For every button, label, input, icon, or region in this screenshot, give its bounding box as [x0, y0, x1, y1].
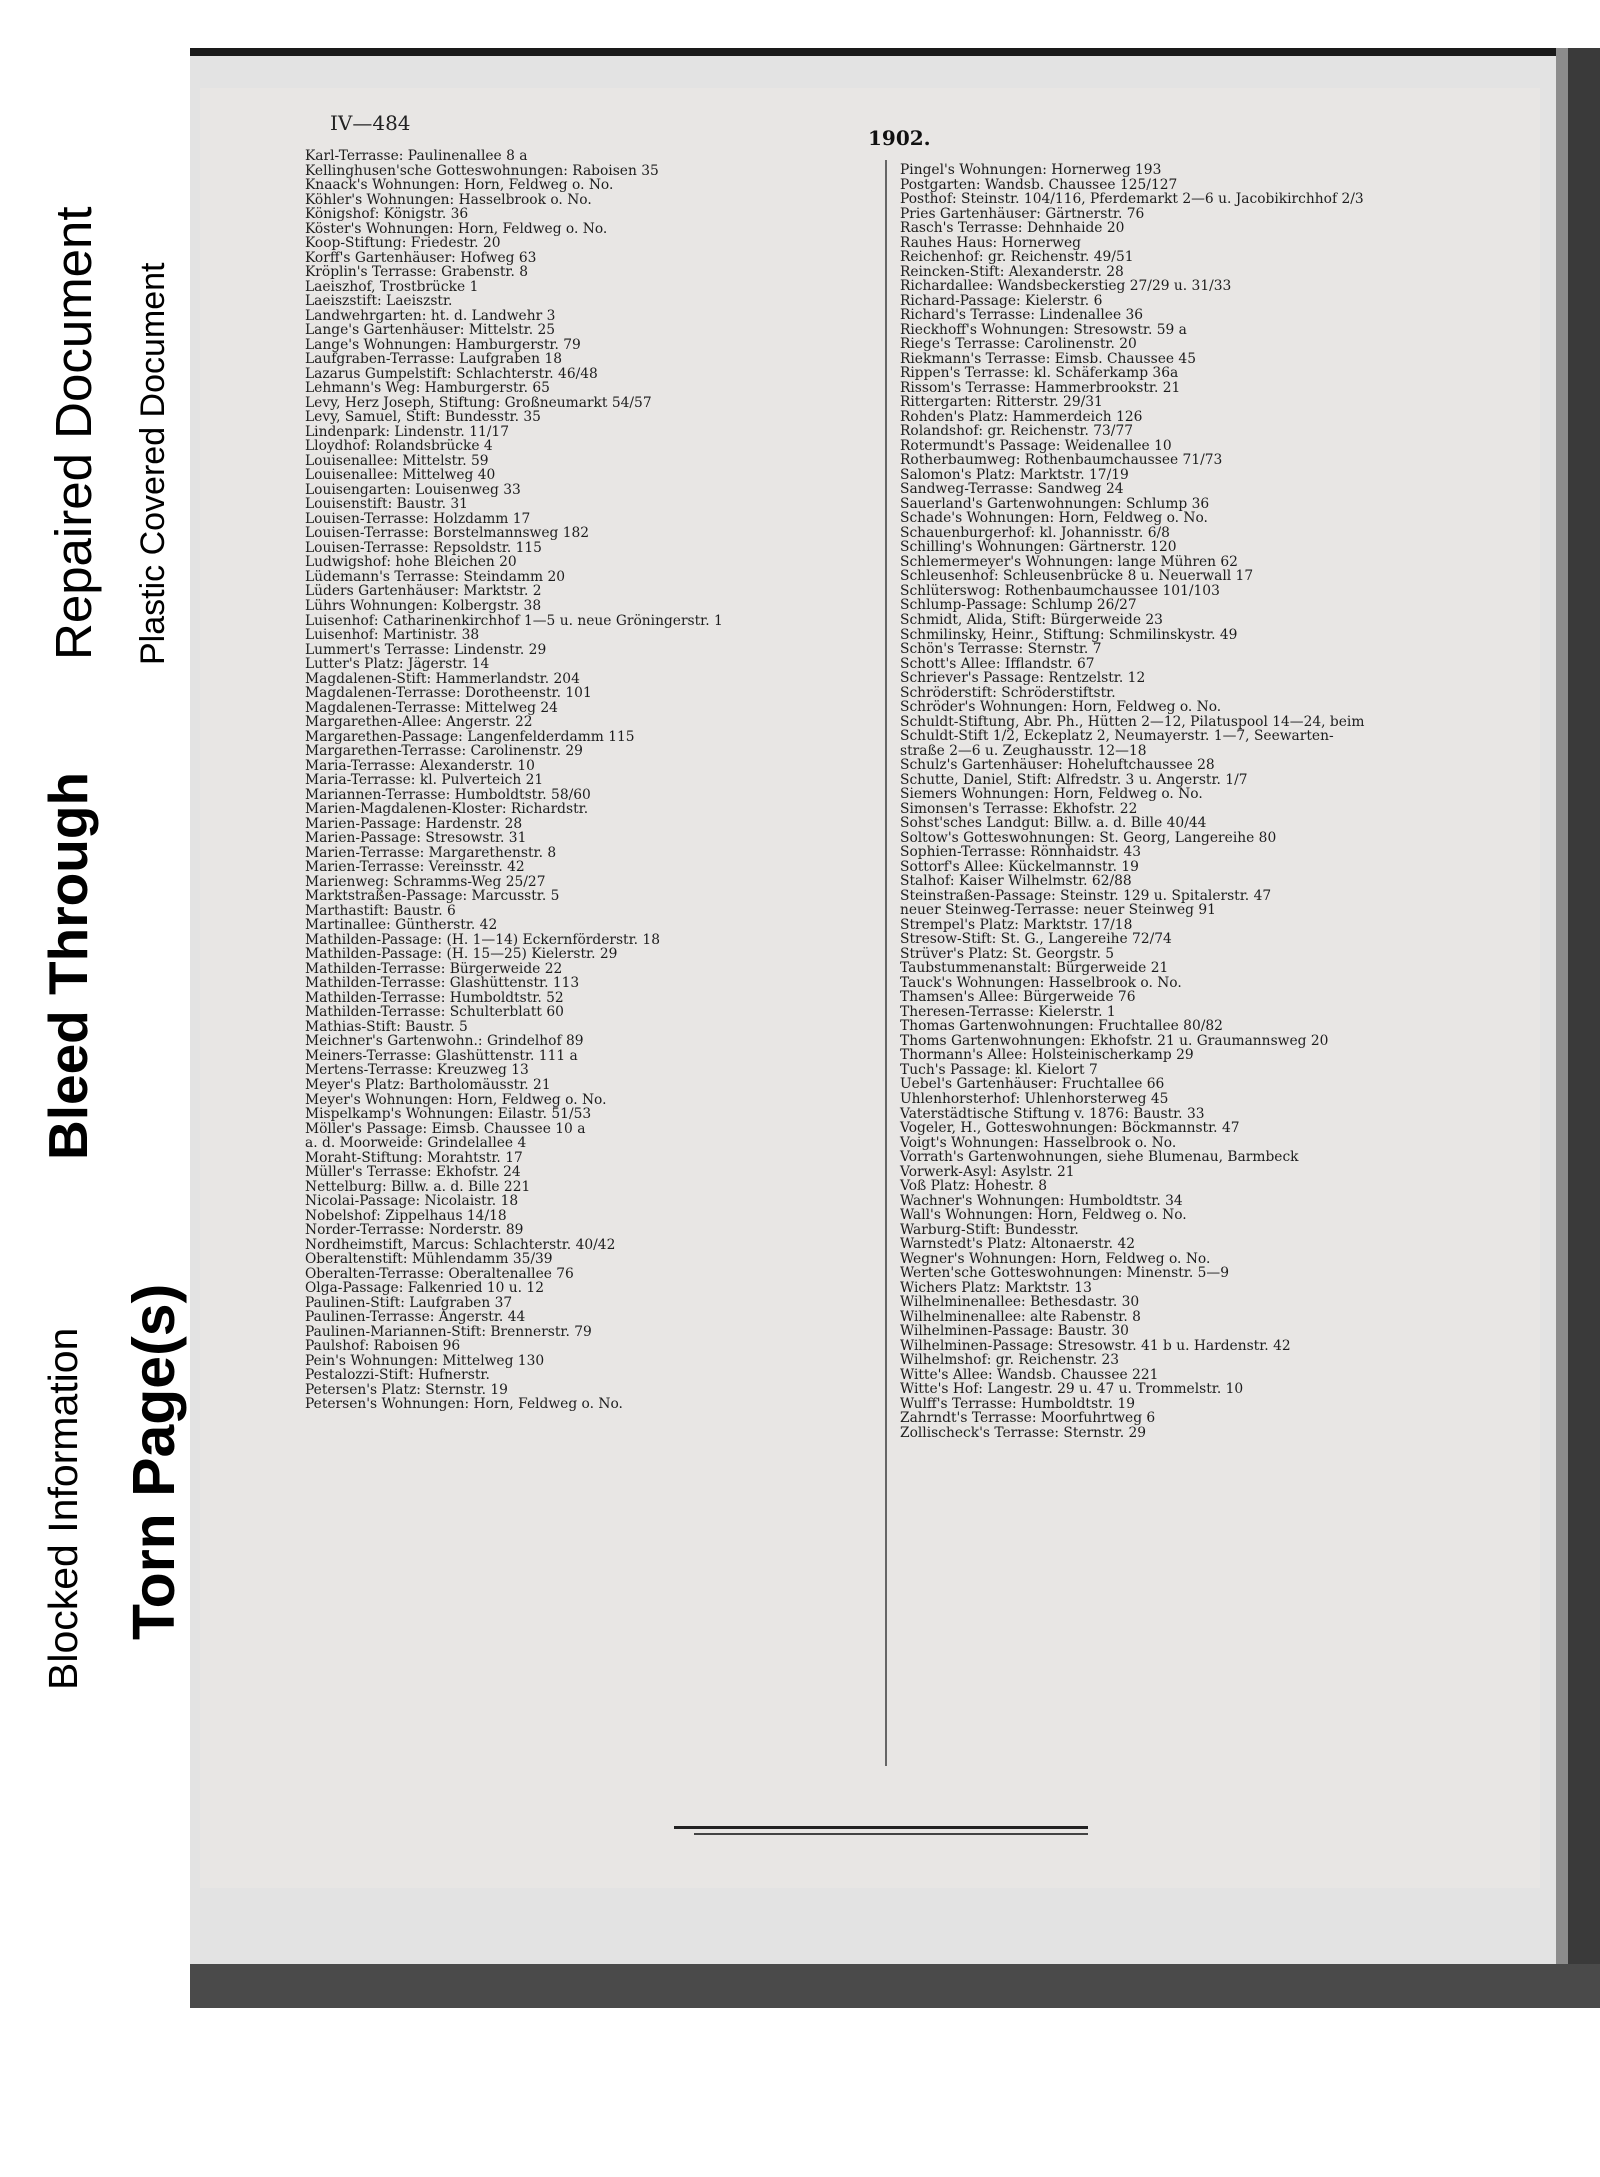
watermark-blocked-information: Blocked Information	[40, 1327, 86, 1690]
directory-entry: Marthastift: Baustr. 6	[305, 902, 456, 919]
directory-entry: Richard-Passage: Kielerstr. 6	[900, 292, 1103, 309]
directory-entry: Lührs Wohnungen: Kolbergstr. 38	[305, 597, 542, 614]
directory-entry: Werten'sche Gotteswohnungen: Minenstr. 5—9	[900, 1265, 1229, 1282]
directory-entry: Pingel's Wohnungen: Hornerweg 193	[900, 162, 1162, 178]
directory-entry: Schön's Terrasse: Sternstr. 7	[900, 641, 1102, 658]
directory-entry: Zollischeck's Terrasse: Sternstr. 29	[900, 1424, 1147, 1441]
directory-entry: Wichers Platz: Marktstr. 13	[900, 1279, 1092, 1296]
directory-entry: Sandweg-Terrasse: Sandweg 24	[900, 481, 1124, 498]
end-rule-secondary	[694, 1833, 1088, 1835]
scan-page-edge	[1556, 48, 1568, 2008]
directory-entry: Kröplin's Terrasse: Grabenstr. 8	[305, 264, 529, 281]
directory-entry: Petersen's Wohnungen: Horn, Feldweg o. No.	[305, 1396, 623, 1413]
directory-entry: Strempel's Platz: Marktstr. 17/18	[900, 916, 1133, 933]
directory-entry: Margarethen-Allee: Angerstr. 22	[305, 714, 533, 731]
directory-entry: Marien-Terrasse: Margarethenstr. 8	[305, 844, 557, 861]
directory-entry: Riekmann's Terrasse: Eimsb. Chaussee 45	[900, 350, 1196, 367]
column-divider	[885, 160, 887, 1766]
directory-entry: Thamsen's Allee: Bürgerweide 76	[900, 989, 1136, 1006]
directory-entry: Schutte, Daniel, Stift: Alfredstr. 3 u. Angerstr. 1/7	[900, 771, 1248, 788]
directory-entry: straße 2—6 u. Zeughausstr. 12—18	[900, 742, 1147, 759]
directory-entry: Nordheimstift, Marcus: Schlachterstr. 40/42	[305, 1236, 616, 1253]
directory-entry: Siemers Wohnungen: Horn, Feldweg o. No.	[900, 786, 1203, 803]
watermark-plastic-covered-document: Plastic Covered Document	[134, 262, 172, 665]
directory-entry: Oberaltenstift: Mühlendamm 35/39	[305, 1251, 553, 1268]
directory-entry: Schott's Allee: Ifflandstr. 67	[900, 655, 1095, 672]
right-column-entries	[900, 163, 1364, 1440]
directory-entry: Lange's Gartenhäuser: Mittelstr. 25	[305, 322, 556, 339]
directory-entry: Rieckhoff's Wohnungen: Stresowstr. 59 a	[900, 321, 1187, 338]
directory-entry: Thomas Gartenwohnungen: Fruchtallee 80/82	[900, 1018, 1223, 1035]
directory-entry: Sauerland's Gartenwohnungen: Schlump 36	[900, 495, 1210, 512]
directory-entry: Stalhof: Kaiser Wilhelmstr. 62/88	[900, 873, 1132, 890]
directory-entry: Mathilden-Terrasse: Schulterblatt 60	[305, 1004, 564, 1021]
directory-entry: Schlüterswog: Rothenbaumchaussee 101/103	[900, 582, 1220, 599]
directory-entry: Marien-Passage: Hardenstr. 28	[305, 815, 523, 832]
directory-entry: Schröderstift: Schröderstiftstr.	[900, 684, 1116, 701]
directory-entry: neuer Steinweg-Terrasse: neuer Steinweg 91	[900, 902, 1216, 919]
directory-entry: Marien-Terrasse: Vereinsstr. 42	[305, 859, 525, 876]
directory-entry: Paulshof: Raboisen 96	[305, 1338, 461, 1355]
directory-entry: Schade's Wohnungen: Horn, Feldweg o. No.	[900, 510, 1208, 527]
directory-entry: Mathilden-Passage: (H. 1—14) Eckernförderstr. 18	[305, 931, 660, 948]
directory-entry: Mathilden-Terrasse: Humboldtstr. 52	[305, 989, 564, 1006]
directory-entry: Meyer's Platz: Bartholomäusstr. 21	[305, 1077, 551, 1093]
directory-entry: Margarethen-Terrasse: Carolinenstr. 29	[305, 743, 583, 760]
watermark-bleed-through: Bleed Through	[37, 771, 99, 1160]
directory-entry: Wall's Wohnungen: Horn, Feldweg o. No.	[900, 1207, 1187, 1224]
directory-entry: Sottorf's Allee: Kückelmannstr. 19	[900, 858, 1139, 875]
directory-entry: Louisenallee: Mittelweg 40	[305, 467, 496, 484]
directory-entry: Paulinen-Mariannen-Stift: Brennerstr. 79	[305, 1323, 592, 1340]
directory-entry: Paulinen-Stift: Laufgraben 37	[305, 1294, 513, 1311]
directory-entry: Rotherbaumweg: Rothenbaumchaussee 71/73	[900, 452, 1223, 469]
directory-entry: Richard's Terrasse: Lindenallee 36	[900, 307, 1144, 324]
directory-entry: Thormann's Allee: Holsteinischerkamp 29	[900, 1047, 1194, 1064]
directory-entry: Rotermundt's Passage: Weidenallee 10	[900, 437, 1172, 454]
directory-entry: Wachner's Wohnungen: Humboldtstr. 34	[900, 1192, 1183, 1209]
directory-entry: Köster's Wohnungen: Horn, Feldweg o. No.	[305, 220, 608, 237]
directory-entry: Köhler's Wohnungen: Hasselbrook o. No.	[305, 191, 592, 208]
directory-entry: Louisen-Terrasse: Repsoldstr. 115	[305, 539, 542, 556]
scan-right-shadow	[1568, 48, 1600, 2008]
directory-entry: Rissom's Terrasse: Hammerbrookstr. 21	[900, 379, 1181, 396]
directory-entry: Martinallee: Güntherstr. 42	[305, 917, 498, 934]
directory-entry: Lloydhof: Rolandsbrücke 4	[305, 438, 493, 455]
page-number: IV—484	[330, 111, 411, 135]
directory-entry: Magdalenen-Terrasse: Mittelweg 24	[305, 699, 558, 716]
directory-entry: Rasch's Terrasse: Dehnhaide 20	[900, 220, 1125, 237]
directory-entry: Rittergarten: Ritterstr. 29/31	[900, 394, 1103, 411]
directory-entry: Marien-Magdalenen-Kloster: Richardstr.	[305, 801, 589, 818]
directory-entry: Vorrath's Gartenwohnungen, siehe Blumenau, Barmbeck	[900, 1149, 1299, 1166]
end-rule	[674, 1826, 1088, 1829]
directory-entry: Lange's Wohnungen: Hamburgerstr. 79	[305, 336, 581, 353]
watermark-repaired-document: Repaired Document	[45, 206, 102, 660]
directory-entry: Voigt's Wohnungen: Hasselbrook o. No.	[900, 1134, 1177, 1151]
directory-entry: Mispelkamp's Wohnungen: Eilastr. 51/53	[305, 1106, 592, 1123]
directory-entry: Landwehrgarten: ht. d. Landwehr 3	[305, 307, 556, 324]
directory-entry: Schuldt-Stiftung, Abr. Ph., Hütten 2—12, Pilatuspool 14—24, beim	[900, 713, 1365, 730]
directory-entry: Uebel's Gartenhäuser: Fruchtallee 66	[900, 1076, 1165, 1093]
directory-entry: Nettelburg: Billw. a. d. Bille 221	[305, 1178, 531, 1195]
directory-entry: Reincken-Stift: Alexanderstr. 28	[900, 263, 1124, 280]
directory-entry: Schulz's Gartenhäuser: Hoheluftchaussee 28	[900, 757, 1215, 774]
directory-entry: Tauck's Wohnungen: Hasselbrook o. No.	[900, 974, 1182, 991]
directory-entry: Laeiszhof, Trostbrücke 1	[305, 278, 479, 295]
directory-entry: Mertens-Terrasse: Kreuzweg 13	[305, 1062, 529, 1079]
directory-entry: Pries Gartenhäuser: Gärtnerstr. 76	[900, 205, 1145, 222]
directory-entry: Luisenhof: Catharinenkirchhof 1—5 u. neue Gröningerstr. 1	[305, 612, 723, 629]
directory-entry: Schröder's Wohnungen: Horn, Feldweg o. No.	[900, 699, 1222, 716]
directory-entry: Norder-Terrasse: Norderstr. 89	[305, 1222, 524, 1239]
directory-entry: Voß Platz: Hohestr. 8	[900, 1178, 1048, 1195]
directory-entry: Mathilden-Terrasse: Glashüttenstr. 113	[305, 975, 580, 992]
directory-entry: Koop-Stiftung: Friedestr. 20	[305, 235, 501, 252]
directory-entry: Müller's Terrasse: Ekhofstr. 24	[305, 1164, 521, 1181]
directory-entry: Karl-Terrasse: Paulinenallee 8 a	[305, 148, 528, 164]
directory-entry: Moraht-Stiftung: Morahtstr. 17	[305, 1149, 523, 1166]
directory-entry: Lehmann's Weg: Hamburgerstr. 65	[305, 380, 550, 397]
directory-entry: Olga-Passage: Falkenried 10 u. 12	[305, 1280, 544, 1297]
directory-entry: Sohst'sches Landgut: Billw. a. d. Bille 40/44	[900, 815, 1207, 832]
directory-entry: Posthof: Steinstr. 104/116, Pferdemarkt 2—6 u. Jacobikirchhof 2/3	[900, 191, 1364, 208]
directory-entry: Stresow-Stift: St. G., Langereihe 72/74	[900, 931, 1172, 948]
directory-entry: Witte's Allee: Wandsb. Chaussee 221	[900, 1366, 1159, 1383]
directory-entry: Schlump-Passage: Schlump 26/27	[900, 597, 1137, 614]
directory-entry: Königshof: Königstr. 36	[305, 206, 469, 223]
directory-entry: Lindenpark: Lindenstr. 11/17	[305, 423, 509, 440]
page-year: 1902.	[868, 126, 931, 150]
directory-entry: Rauhes Haus: Hornerweg	[900, 234, 1081, 251]
directory-entry: Riege's Terrasse: Carolinenstr. 20	[900, 336, 1137, 353]
directory-entry: Oberalten-Terrasse: Oberaltenallee 76	[305, 1265, 574, 1282]
scan-top-shadow	[190, 48, 1600, 56]
directory-entry: Luisenhof: Martinistr. 38	[305, 627, 480, 644]
directory-entry: Tuch's Passage: kl. Kielort 7	[900, 1061, 1098, 1078]
directory-entry: Wilhelminenallee: alte Rabenstr. 8	[900, 1308, 1141, 1325]
directory-entry: Thoms Gartenwohnungen: Ekhofstr. 21 u. Graumannsweg 20	[900, 1032, 1329, 1049]
directory-entry: Nicolai-Passage: Nicolaistr. 18	[305, 1193, 519, 1210]
directory-entry: Zahrndt's Terrasse: Moorfuhrtweg 6	[900, 1410, 1156, 1427]
directory-entry: Vorwerk-Asyl: Asylstr. 21	[900, 1163, 1075, 1180]
directory-entry: Strüver's Platz: St. Georgstr. 5	[900, 945, 1114, 962]
directory-entry: Salomon's Platz: Marktstr. 17/19	[900, 466, 1129, 483]
directory-entry: Magdalenen-Stift: Hammerlandstr. 204	[305, 670, 580, 687]
directory-entry: Vaterstädtische Stiftung v. 1876: Baustr. 33	[900, 1105, 1205, 1122]
directory-entry: Marien-Passage: Stresowstr. 31	[305, 830, 527, 847]
directory-entry: Uhlenhorsterhof: Uhlenhorsterweg 45	[900, 1091, 1169, 1107]
directory-entry: Simonsen's Terrasse: Ekhofstr. 22	[900, 800, 1138, 817]
directory-entry: Levy, Samuel, Stift: Bundesstr. 35	[305, 409, 541, 426]
left-column-entries	[305, 149, 723, 1412]
directory-entry: Nobelshof: Zippelhaus 14/18	[305, 1207, 507, 1224]
directory-entry: Schleusenhof: Schleusenbrücke 8 u. Neuerwall 17	[900, 568, 1254, 585]
directory-entry: Louisenallee: Mittelstr. 59	[305, 452, 489, 469]
directory-entry: Schmilinsky, Heinr., Stiftung: Schmilinskystr. 49	[900, 626, 1238, 643]
directory-entry: Wilhelminenallee: Bethesdastr. 30	[900, 1294, 1140, 1311]
directory-entry: Soltow's Gotteswohnungen: St. Georg, Langereihe 80	[900, 829, 1277, 846]
directory-entry: Schuldt-Stift 1/2, Eckeplatz 2, Neumayerstr. 1—7, Seewarten-	[900, 728, 1334, 745]
directory-entry: Marktstraßen-Passage: Marcusstr. 5	[305, 888, 560, 905]
directory-entry: Steinstraßen-Passage: Steinstr. 129 u. Spitalerstr. 47	[900, 887, 1272, 904]
directory-entry: Mathilden-Passage: (H. 15—25) Kielerstr. 29	[305, 946, 618, 963]
directory-entry: Louisengarten: Louisenweg 33	[305, 481, 521, 498]
directory-entry: Lutter's Platz: Jägerstr. 14	[305, 656, 490, 673]
directory-entry: Postgarten: Wandsb. Chaussee 125/127	[900, 176, 1178, 193]
directory-entry: Laufgraben-Terrasse: Laufgraben 18	[305, 351, 563, 368]
watermark-torn-pages: Torn Page(s)	[121, 1283, 187, 1640]
directory-entry: Mariannen-Terrasse: Humboldtstr. 58/60	[305, 786, 591, 803]
directory-entry: Witte's Hof: Langestr. 29 u. 47 u. Trommelstr. 10	[900, 1381, 1244, 1398]
directory-entry: Vogeler, H., Gotteswohnungen: Böckmannstr. 47	[900, 1120, 1240, 1137]
directory-entry: Knaack's Wohnungen: Horn, Feldweg o. No.	[305, 177, 614, 194]
directory-entry: Margarethen-Passage: Langenfelderdamm 115	[305, 728, 635, 745]
directory-entry: Warburg-Stift: Bundesstr.	[900, 1221, 1079, 1238]
directory-entry: Wilhelmshof: gr. Reichenstr. 23	[900, 1352, 1120, 1369]
directory-entry: Lüders Gartenhäuser: Marktstr. 2	[305, 583, 542, 600]
directory-entry: Lummert's Terrasse: Lindenstr. 29	[305, 641, 547, 658]
directory-entry: Mathias-Stift: Baustr. 5	[305, 1018, 468, 1035]
directory-entry: Pestalozzi-Stift: Hufnerstr.	[305, 1367, 490, 1384]
directory-entry: Petersen's Platz: Sternstr. 19	[305, 1381, 508, 1398]
directory-entry: Reichenhof: gr. Reichenstr. 49/51	[900, 249, 1134, 266]
directory-entry: Laeiszstift: Laeiszstr.	[305, 293, 453, 310]
directory-entry: Korff's Gartenhäuser: Hofweg 63	[305, 249, 537, 266]
directory-entry: a. d. Moorweide: Grindelallee 4	[305, 1135, 527, 1152]
directory-entry: Kellinghusen'sche Gotteswohnungen: Raboisen 35	[305, 162, 659, 179]
directory-entry: Rohden's Platz: Hammerdeich 126	[900, 408, 1143, 425]
directory-entry: Schmidt, Alida, Stift: Bürgerweide 23	[900, 611, 1163, 628]
directory-entry: Paulinen-Terrasse: Angerstr. 44	[305, 1309, 526, 1326]
directory-entry: Levy, Herz Joseph, Stiftung: Großneumarkt 54/57	[305, 394, 652, 411]
directory-entry: Lazarus Gumpelstift: Schlachterstr. 46/48	[305, 365, 598, 382]
directory-entry: Wilhelminen-Passage: Stresowstr. 41 b u. Hardenstr. 42	[900, 1337, 1291, 1354]
directory-entry: Möller's Passage: Eimsb. Chaussee 10 a	[305, 1120, 586, 1137]
directory-entry: Sophien-Terrasse: Rönnhaidstr. 43	[900, 844, 1142, 861]
directory-entry: Meiners-Terrasse: Glashüttenstr. 111 a	[305, 1047, 578, 1064]
directory-entry: Wegner's Wohnungen: Horn, Feldweg o. No.	[900, 1250, 1211, 1267]
directory-entry: Rippen's Terrasse: kl. Schäferkamp 36a	[900, 365, 1179, 382]
directory-entry: Maria-Terrasse: Alexanderstr. 10	[305, 757, 535, 774]
scan-bottom-shadow	[190, 1964, 1600, 2008]
directory-entry: Wulff's Terrasse: Humboldtstr. 19	[900, 1395, 1136, 1412]
directory-entry: Meyer's Wohnungen: Horn, Feldweg o. No.	[305, 1091, 607, 1108]
directory-entry: Taubstummenanstalt: Bürgerweide 21	[900, 960, 1169, 977]
directory-entry: Louisenstift: Baustr. 31	[305, 496, 468, 513]
directory-entry: Mathilden-Terrasse: Bürgerweide 22	[305, 960, 563, 977]
directory-entry: Louisen-Terrasse: Holzdamm 17	[305, 510, 531, 527]
directory-entry: Marienweg: Schramms-Weg 25/27	[305, 873, 546, 890]
directory-entry: Schilling's Wohnungen: Gärtnerstr. 120	[900, 539, 1177, 556]
directory-entry: Schlemermeyer's Wohnungen: lange Mühren 62	[900, 553, 1238, 570]
directory-entry: Rolandshof: gr. Reichenstr. 73/77	[900, 423, 1134, 440]
directory-entry: Pein's Wohnungen: Mittelweg 130	[305, 1352, 545, 1369]
directory-entry: Wilhelminen-Passage: Baustr. 30	[900, 1323, 1129, 1340]
directory-entry: Louisen-Terrasse: Borstelmannsweg 182	[305, 525, 590, 542]
directory-entry: Magdalenen-Terrasse: Dorotheenstr. 101	[305, 685, 592, 702]
directory-entry: Ludwigshof: hohe Bleichen 20	[305, 554, 517, 571]
directory-entry: Schauenburgerhof: kl. Johannisstr. 6/8	[900, 524, 1170, 541]
directory-entry: Richardallee: Wandsbeckerstieg 27/29 u. 31/33	[900, 278, 1232, 295]
directory-entry: Maria-Terrasse: kl. Pulverteich 21	[305, 772, 544, 789]
directory-entry: Meichner's Gartenwohn.: Grindelhof 89	[305, 1033, 584, 1050]
directory-entry: Warnstedt's Platz: Altonaerstr. 42	[900, 1236, 1136, 1253]
directory-entry: Schriever's Passage: Rentzelstr. 12	[900, 670, 1146, 687]
directory-entry: Lüdemann's Terrasse: Steindamm 20	[305, 568, 566, 585]
directory-entry: Theresen-Terrasse: Kielerstr. 1	[900, 1003, 1116, 1020]
